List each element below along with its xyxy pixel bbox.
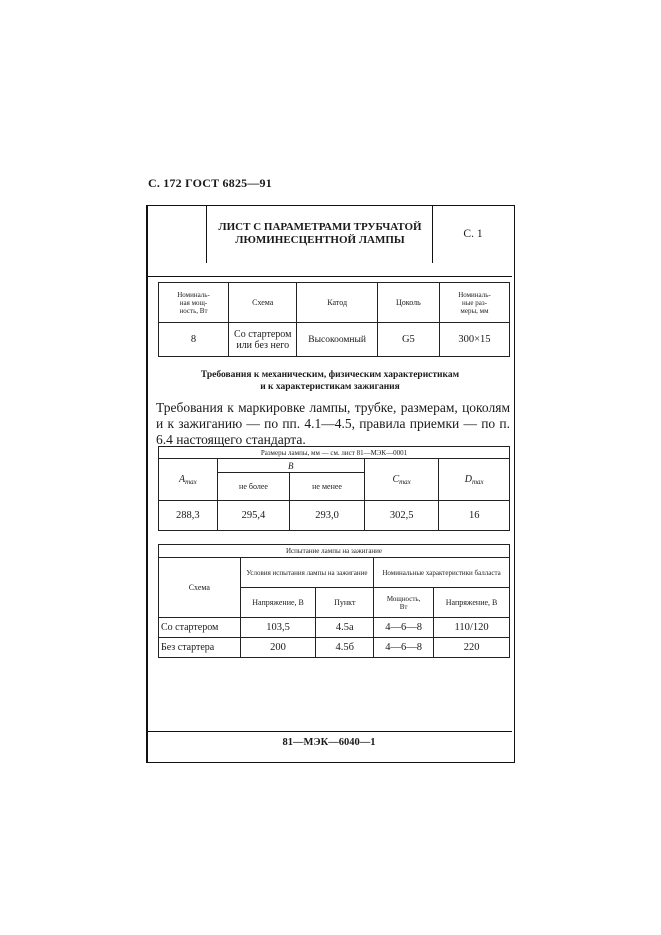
ignition-row-voltage: 103,5 <box>240 618 316 638</box>
cell-scheme-line2: или без него <box>236 339 290 351</box>
dims-header-c-sub: max <box>399 477 411 486</box>
ignition-row <box>159 638 510 658</box>
dims-header-d-letter: D <box>464 473 472 485</box>
sheet-title-line2: ЛЮМИНЕСЦЕНТНОЙ ЛАМПЫ <box>235 234 405 246</box>
ignition-header-voltage: Напряжение, В <box>240 588 316 618</box>
dims-header-a-letter: A <box>178 473 186 485</box>
requirements-paragraph: Требования к маркировке лампы, трубке, размерам, цоколям и к зажиганию — по пп. 4.1—4.5, правила приемки — по п. 6.4 настоящего стандарта. <box>156 400 510 447</box>
ignition-row-scheme: Со стартером <box>159 618 241 638</box>
ignition-header-point: Пункт <box>316 588 374 618</box>
dims-header-row1 <box>159 459 510 473</box>
dims-caption: Размеры лампы, мм — см. лист 81—МЭК—0001 <box>159 447 510 459</box>
ignition-row-voltage: 200 <box>240 638 316 658</box>
dims-header-b-not-more: не более <box>217 473 290 501</box>
header-power-line1: Номиналь- <box>177 290 210 299</box>
cell-scheme-line1: Со стартером <box>234 328 292 340</box>
ignition-header-power-line1: Мощность, <box>386 594 421 603</box>
dims-header-c-letter: C <box>392 473 400 485</box>
dims-data-row <box>159 501 510 531</box>
dims-value-c: 302,5 <box>364 501 439 531</box>
ignition-header-conditions: Условия испытания лампы на зажигание <box>240 558 373 588</box>
header-dims-line2: ные раз- <box>461 298 487 307</box>
params-table <box>158 282 510 357</box>
sheet-title <box>208 205 433 263</box>
title-block-left-cell <box>146 205 207 263</box>
header-dims-line3: меры, мм <box>460 306 489 315</box>
header-dims <box>439 283 509 323</box>
ignition-header-row1 <box>159 558 510 588</box>
section-heading-line1: Требования к механическим, физическим характеристикам <box>200 370 460 380</box>
dims-value-d: 16 <box>439 501 510 531</box>
dims-table <box>158 446 510 531</box>
ignition-row-point: 4.5б <box>316 638 374 658</box>
title-block <box>146 205 512 263</box>
ignition-row-ballast-voltage: 110/120 <box>434 618 510 638</box>
ignition-header-ballast-voltage: Напряжение, В <box>434 588 510 618</box>
ignition-header-power <box>374 588 434 618</box>
header-base: Цоколь <box>377 283 439 323</box>
dims-value-a: 288,3 <box>159 501 218 531</box>
dims-header-b: B <box>217 459 364 473</box>
header-power-line3: ность, Вт <box>179 306 208 315</box>
dims-value-b-min: 293,0 <box>290 501 365 531</box>
sheet-title-line1: ЛИСТ С ПАРАМЕТРАМИ ТРУБЧАТОЙ <box>218 221 422 233</box>
section-heading <box>160 369 500 393</box>
cell-base: G5 <box>377 323 439 357</box>
header-cathode: Катод <box>297 283 377 323</box>
ignition-row-ballast-voltage: 220 <box>434 638 510 658</box>
divider-top <box>146 276 512 277</box>
dims-header-d-sub: max <box>471 477 484 486</box>
cell-dims: 300×15 <box>439 323 509 357</box>
params-header-row <box>159 283 510 323</box>
dims-value-b-max: 295,4 <box>217 501 290 531</box>
dims-header-a-sub: max <box>185 477 197 486</box>
dims-caption-row <box>159 447 510 459</box>
dims-header-a <box>159 459 218 501</box>
dims-header-b-not-less: не менее <box>290 473 365 501</box>
header-dims-line1: Номиналь- <box>458 290 491 299</box>
ignition-row-point: 4.5а <box>316 618 374 638</box>
cell-power: 8 <box>159 323 229 357</box>
ignition-row <box>159 618 510 638</box>
ignition-header-power-line2: Вт <box>399 602 408 611</box>
ignition-header-ballast: Номинальные характеристики балласта <box>374 558 510 588</box>
section-heading-line2: и к характеристикам зажигания <box>260 382 400 392</box>
ignition-caption: Испытание лампы на зажигание <box>159 545 510 558</box>
ignition-row-power: 4—6—8 <box>374 618 434 638</box>
ignition-caption-row <box>159 545 510 558</box>
divider-footer <box>146 731 512 732</box>
header-power <box>159 283 229 323</box>
footer-sheet-code: 81—МЭК—6040—1 <box>282 737 376 748</box>
params-data-row <box>159 323 510 357</box>
sheet-number: С. 1 <box>463 228 483 240</box>
dims-header-c <box>364 459 439 501</box>
cell-scheme <box>229 323 297 357</box>
ignition-header-scheme: Схема <box>159 558 241 618</box>
page-header: С. 172 ГОСТ 6825—91 <box>148 176 272 190</box>
header-scheme: Схема <box>229 283 297 323</box>
cell-cathode: Высокоомный <box>297 323 377 357</box>
ignition-row-power: 4—6—8 <box>374 638 434 658</box>
dims-header-d <box>439 459 510 501</box>
ignition-row-scheme: Без стартера <box>159 638 241 658</box>
header-power-line2: ная мощ- <box>179 298 208 307</box>
ignition-table <box>158 544 510 658</box>
